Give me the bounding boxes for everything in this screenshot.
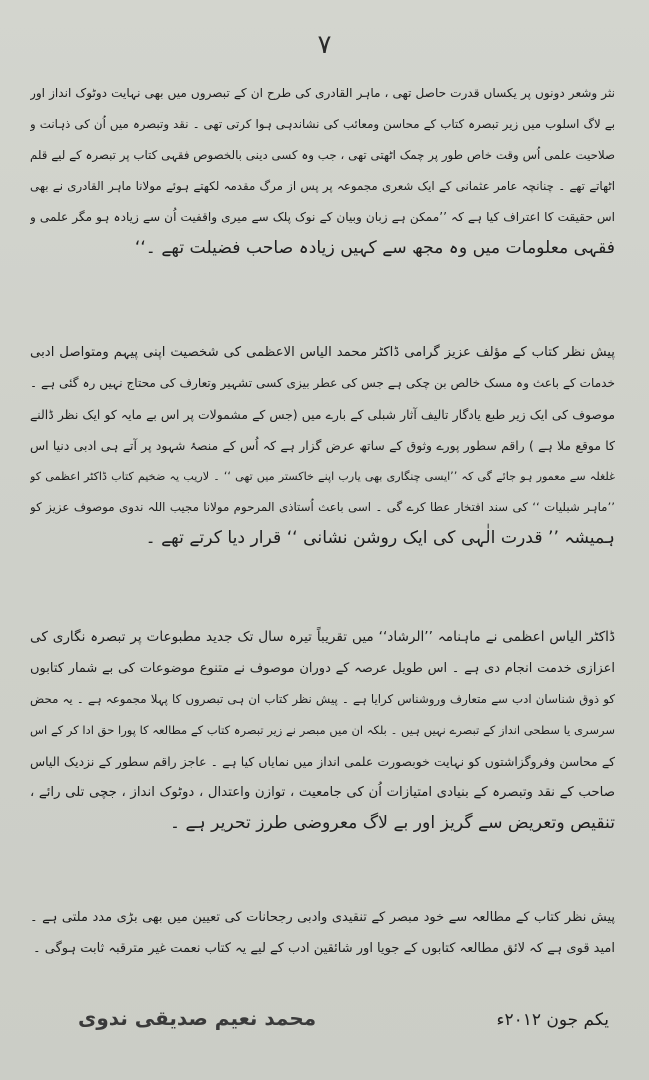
paragraph-line: نثر وشعر دونوں پر یکساں قدرت حاصل تھی ، ماہر القادری کی طرح ان کے تبصروں میں بھی نہایت دوٹوک انداز اور — [30, 86, 615, 100]
paragraph-line: کا موقع ملا ہے ) راقم سطور پورے وثوق کے ساتھ عرض گزار ہے کہ اُس کے منصۂ شہود پر آتے ہی ادبی دنیا اس — [30, 438, 615, 453]
paragraph-line: امید قوی ہے کہ لائق مطالعہ کتابوں کے جویا اور شائقین ادب کے لیے یہ کتاب نعمت غیر مترقبہ ثابت ہوگی ۔ — [33, 941, 615, 956]
paragraph-1 — [30, 78, 615, 264]
paragraph-line: ’’ماہر شبلیات ‘‘ کی سند افتخار عطا کرے گی ۔ اسی باعث اُستاذی المرحوم مولانا مجیب اللہ ندوی موصوف عزیز کو — [30, 500, 615, 514]
paragraph-3 — [30, 622, 615, 839]
paragraph-line: سرسری یا سطحی انداز کے تبصرے نہیں ہیں ۔ بلکہ ان میں مبصر نے زیر تبصرہ کتاب کے مطالعہ کا پورا حق ادا کر کے اس — [30, 723, 615, 737]
author-signature: محمد نعیم صدیقی ندوی — [78, 1006, 317, 1030]
closing-date: یکم جون ۲۰۱۲ء — [496, 1010, 609, 1030]
paragraph-line: صاحب کے نقد وتبصرہ کے بنیادی امتیازات اُن کی جامعیت ، توازن واعتدال ، دوٹوک انداز ، جچی تلی رائے ، — [30, 785, 615, 800]
paragraph-line: خدمات کے باعث وہ مسک خالص بن چکی ہے جس کی عطر بیزی کسی تشہیر وتعارف کی محتاج نہیں رہ گئی ہے ۔ — [30, 376, 615, 390]
paragraph-line: پیش نظر کتاب کے مؤلف عزیز گرامی ڈاکٹر محمد الیاس الاعظمی کی شخصیت اپنی پیہم ومتواصل ادبی — [30, 345, 615, 360]
paragraph-line: کے محاسن وفروگزاشتوں کو نہایت خوبصورت علمی انداز میں نمایاں کیا ہے ۔ عاجز راقم سطور کے نزدیک الیاس — [30, 754, 615, 769]
page-number: ۷ — [317, 30, 332, 60]
paragraph-line: فقہی معلومات میں وہ مجھ سے کہیں زیادہ صاحب فضیلت تھے ۔‘‘ — [134, 238, 615, 258]
paragraph-line: پیش نظر کتاب کے مطالعہ سے خود مبصر کے تنقیدی وادبی رجحانات کی تعیین میں بھی بڑی مدد ملتی ہے ۔ — [30, 910, 615, 925]
paragraph-line: اٹھاتے تھے ۔ چنانچہ عامر عثمانی کے ایک شعری مجموعہ پر پس از مرگ مقدمہ لکھتے ہوئے مولانا ماہر القادری نے بھی — [30, 179, 615, 193]
paragraph-line: ہمیشہ ’’ قدرت الٰہی کی ایک روشن نشانی ‘‘ قرار دیا کرتے تھے ۔ — [145, 528, 615, 548]
paragraph-line: تنقیص وتعریض سے گریز اور بے لاگ معروضی طرز تحریر ہے ۔ — [169, 813, 615, 833]
paragraph-line: بے لاگ اسلوب میں زیر تبصرہ کتاب کے محاسن ومعائب کی نشاندہی ہوا کرتی تھی ۔ نقد وتبصرہ میں اُن کی ذہانت و — [30, 117, 615, 131]
paragraph-line: اعزازی خدمت انجام دی ہے ۔ اس طویل عرصہ کے دوران موصوف نے متنوع موضوعات کی بے شمار کتابوں — [30, 661, 615, 676]
paragraph-line: ڈاکٹر الیاس اعظمی نے ماہنامہ ’’الرشاد‘‘ میں تقریباً تیرہ سال تک جدید مطبوعات پر تبصرہ نگاری کی — [30, 629, 615, 645]
paragraph-line: صلاحیت علمی اُس وقت خاص طور پر چمک اٹھتی تھی ، جب وہ کسی دینی بالخصوص فقہی کتاب پر تبصرہ کے لیے قلم — [30, 148, 615, 162]
paragraph-line: موصوف کی ایک زیر طبع یادگار تالیف آثار شبلی کے بارے میں (جس کے مشمولات پر اس بے مایہ کو ایک نظر ڈالنے — [30, 407, 615, 422]
paragraph-line: کو ذوق شناسان ادب سے متعارف وروشناس کرایا ہے ۔ پیش نظر کتاب ان ہی تبصروں کا پہلا مجموعہ ہے ۔ یہ محض — [30, 692, 615, 706]
paragraph-4 — [30, 902, 615, 964]
paragraph-line: غلغلہ سے معمور ہو جائے گی کہ ’’ایسی چنگاری بھی یارب اپنے خاکستر میں تھی ‘‘ ۔ لاریب یہ ضخیم کتاب ڈاکٹر اعظمی کو — [30, 470, 615, 483]
paragraph-line: اس حقیقت کا اعتراف کیا ہے کہ ’’ممکن ہے زبان وبیان کے نوک پلک سے میری واقفیت اُن سے زیادہ ہو مگر علمی و — [30, 210, 615, 224]
paragraph-2 — [30, 337, 615, 554]
